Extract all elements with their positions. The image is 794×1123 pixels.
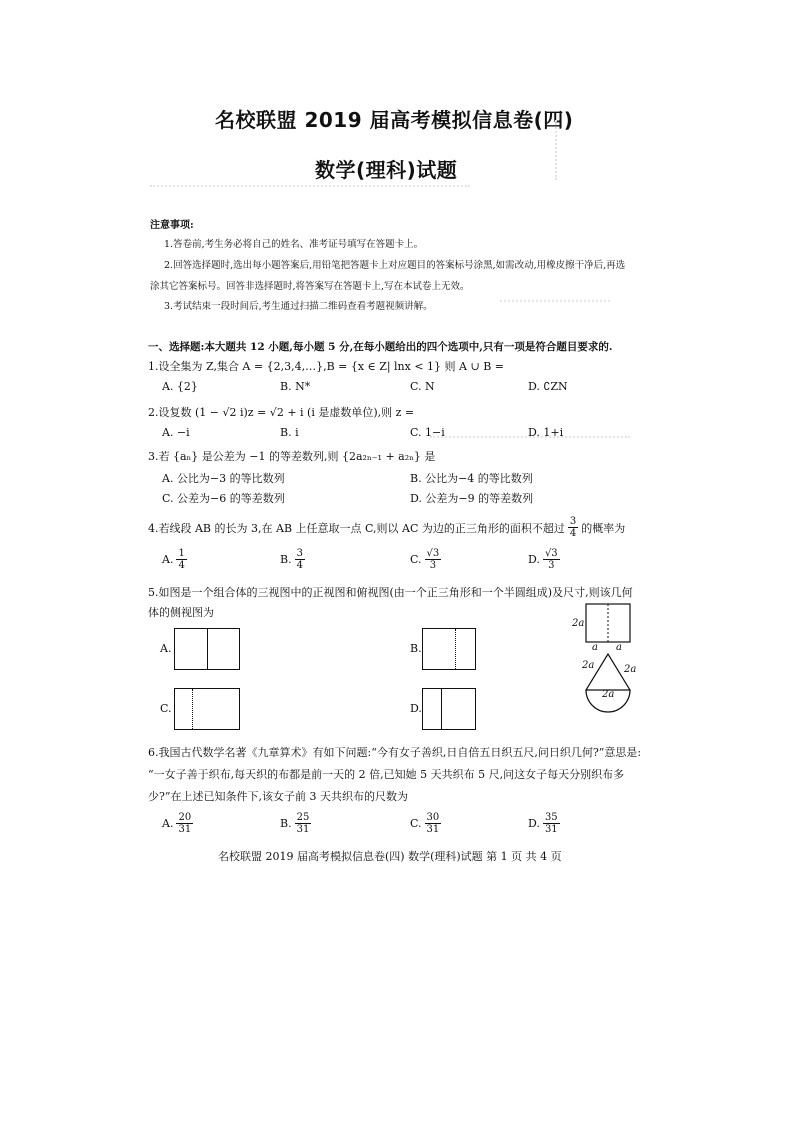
page-title: 名校联盟 2019 届高考模拟信息卷(四) xyxy=(215,108,574,132)
page-subtitle: 数学(理科)试题 xyxy=(315,158,458,182)
numerator: 1 xyxy=(178,548,185,559)
q3-option-a: A. 公比为−3 的等比数列 xyxy=(162,472,285,485)
q5-option-a-label: A. xyxy=(160,642,172,655)
q5-option-b-label: B. xyxy=(410,642,422,655)
q6-option-a xyxy=(162,812,193,835)
q4-stem-tail: 的概率为 xyxy=(581,521,626,535)
option-label: B. xyxy=(280,817,292,830)
denominator: 3 xyxy=(429,560,437,571)
q5-option-d-label: D. xyxy=(410,702,422,715)
three-view-figure xyxy=(570,598,650,718)
denominator: 4 xyxy=(296,560,303,571)
note-item: 涂其它答案标号。回答非选择题时,将答案写在答题卡上,写在本试卷上无效。 xyxy=(150,281,470,292)
option-fraction xyxy=(176,548,186,571)
q3-option-b: B. 公比为−4 的等比数列 xyxy=(410,472,533,485)
q2-option-d: D. 1+i xyxy=(528,426,564,439)
q6-option-c xyxy=(410,812,441,835)
option-fraction xyxy=(295,812,312,835)
q2-option-a: A. −i xyxy=(162,426,190,439)
note-item: 2.回答选择题时,选出每小题答案后,用铅笔把答题卡上对应题目的答案标号涂黑,如需改动,用橡皮擦干净后,再选 xyxy=(164,260,626,271)
question-2-stem: 2.设复数 (1 − √2 i)z = √2 + i (i 是虚数单位),则 z = xyxy=(148,406,415,419)
dashed-divider xyxy=(455,629,456,669)
denominator: 31 xyxy=(178,824,192,835)
numerator: 3 xyxy=(569,516,577,527)
numerator: 30 xyxy=(426,812,440,823)
option-label: D. xyxy=(528,817,540,830)
question-5-stem: 5.如图是一个组合体的三视图中的正视图和俯视图(由一个正三角形和一个半圆组成)及尺寸,则该几何 xyxy=(148,586,633,599)
option-label: B. xyxy=(280,553,292,566)
question-6-stem: 6.我国古代数学名著《九章算术》有如下问题:“今有女子善织,日自倍五日织五尺,问日织几何?”意思是: xyxy=(148,746,642,759)
q3-option-d: D. 公差为−9 的等差数列 xyxy=(410,492,534,505)
question-6-stem-cont: “一女子善于织布,每天织的布都是前一天的 2 倍,已知她 5 天共织布 5 尺,问这女子每天分别织布多 xyxy=(148,768,625,781)
numerator: 20 xyxy=(178,812,192,823)
denominator: 3 xyxy=(548,560,555,571)
q5-option-b-figure xyxy=(422,628,476,670)
option-fraction xyxy=(176,812,193,835)
option-fraction xyxy=(543,548,560,571)
fig-base-label: 2a xyxy=(602,689,615,700)
option-fraction xyxy=(295,548,305,571)
denominator: 31 xyxy=(296,824,310,835)
dashed-divider xyxy=(192,689,193,729)
section-heading: 一、选择题:本大题共 12 小题,每小题 5 分,在每小题给出的四个选项中,只有一项是符合题目要求的. xyxy=(148,341,613,353)
q4-stem-fraction xyxy=(568,516,578,539)
option-label: A. xyxy=(162,553,174,566)
question-6-stem-cont2: 少?”在上述已知条件下,该女子前 3 天共织布的尺数为 xyxy=(148,790,409,803)
bleed-through-mark xyxy=(555,120,617,180)
question-1-stem: 1.设全集为 Z,集合 A = {2,3,4,…},B = {x ∈ Z| lnx < 1} 则 A ∪ B = xyxy=(148,360,505,373)
option-fraction xyxy=(543,812,560,835)
q4-option-c xyxy=(410,548,441,571)
q5-option-c-label: C. xyxy=(160,702,172,715)
fig-height-label: 2a xyxy=(572,618,585,629)
solid-divider xyxy=(207,629,208,669)
three-view-drawing xyxy=(570,598,650,718)
fig-width-label-right: a xyxy=(616,642,622,653)
denominator: 4 xyxy=(569,528,577,539)
q4-stem-text: 4.若线段 AB 的长为 3,在 AB 上任意取一点 C,则以 AC 为边的正三角形的面积不超过 xyxy=(148,521,565,535)
numerator: 3 xyxy=(296,548,303,559)
q5-option-d-figure xyxy=(422,688,476,730)
denominator: 31 xyxy=(544,824,558,835)
q1-option-b: B. N* xyxy=(280,380,311,393)
denominator: 31 xyxy=(426,824,440,835)
q6-option-b xyxy=(280,812,311,835)
q2-option-b: B. i xyxy=(280,426,299,439)
fig-side-label-right: 2a xyxy=(624,664,637,675)
fig-side-label-left: 2a xyxy=(582,660,595,671)
bleed-through-mark xyxy=(500,300,610,303)
option-fraction xyxy=(425,548,442,571)
question-3-stem: 3.若 {aₙ} 是公差为 −1 的等差数列,则 {2a₂ₙ₋₁ + a₂ₙ} 是 xyxy=(148,450,436,463)
notes-heading: 注意事项: xyxy=(150,220,194,231)
note-item: 3.考试结束一段时间后,考生通过扫描二维码查看考题视频讲解。 xyxy=(164,301,433,312)
numerator: 35 xyxy=(544,812,558,823)
q1-option-c: C. N xyxy=(410,380,435,393)
q3-option-c: C. 公差为−6 的等差数列 xyxy=(162,492,285,505)
numerator: √3 xyxy=(426,548,440,559)
q4-option-a xyxy=(162,548,187,571)
fig-width-label-left: a xyxy=(592,642,598,653)
q5-option-c-figure xyxy=(174,688,240,730)
page-footer: 名校联盟 2019 届高考模拟信息卷(四) 数学(理科)试题 第 1 页 共 4 页 xyxy=(218,850,562,863)
q5-option-a-figure xyxy=(174,628,240,670)
numerator: 25 xyxy=(296,812,310,823)
option-label: C. xyxy=(410,817,422,830)
q4-option-b xyxy=(280,548,305,571)
option-label: C. xyxy=(410,553,422,566)
note-item: 1.答卷前,考生务必将自己的姓名、准考证号填写在答题卡上。 xyxy=(164,239,424,250)
numerator: √3 xyxy=(544,548,558,559)
option-fraction xyxy=(425,812,442,835)
option-label: A. xyxy=(162,817,174,830)
denominator: 4 xyxy=(178,560,185,571)
q2-option-c: C. 1−i xyxy=(410,426,445,439)
question-4-stem xyxy=(148,516,625,539)
q1-option-a: A. {2} xyxy=(162,380,198,393)
q6-option-d xyxy=(528,812,560,835)
bleed-through-mark xyxy=(150,185,470,188)
q1-option-d: D. ∁ZN xyxy=(528,380,568,393)
q4-option-d xyxy=(528,548,560,571)
option-label: D. xyxy=(528,553,540,566)
question-5-stem-cont: 体的侧视图为 xyxy=(148,606,214,619)
solid-divider xyxy=(441,689,442,729)
